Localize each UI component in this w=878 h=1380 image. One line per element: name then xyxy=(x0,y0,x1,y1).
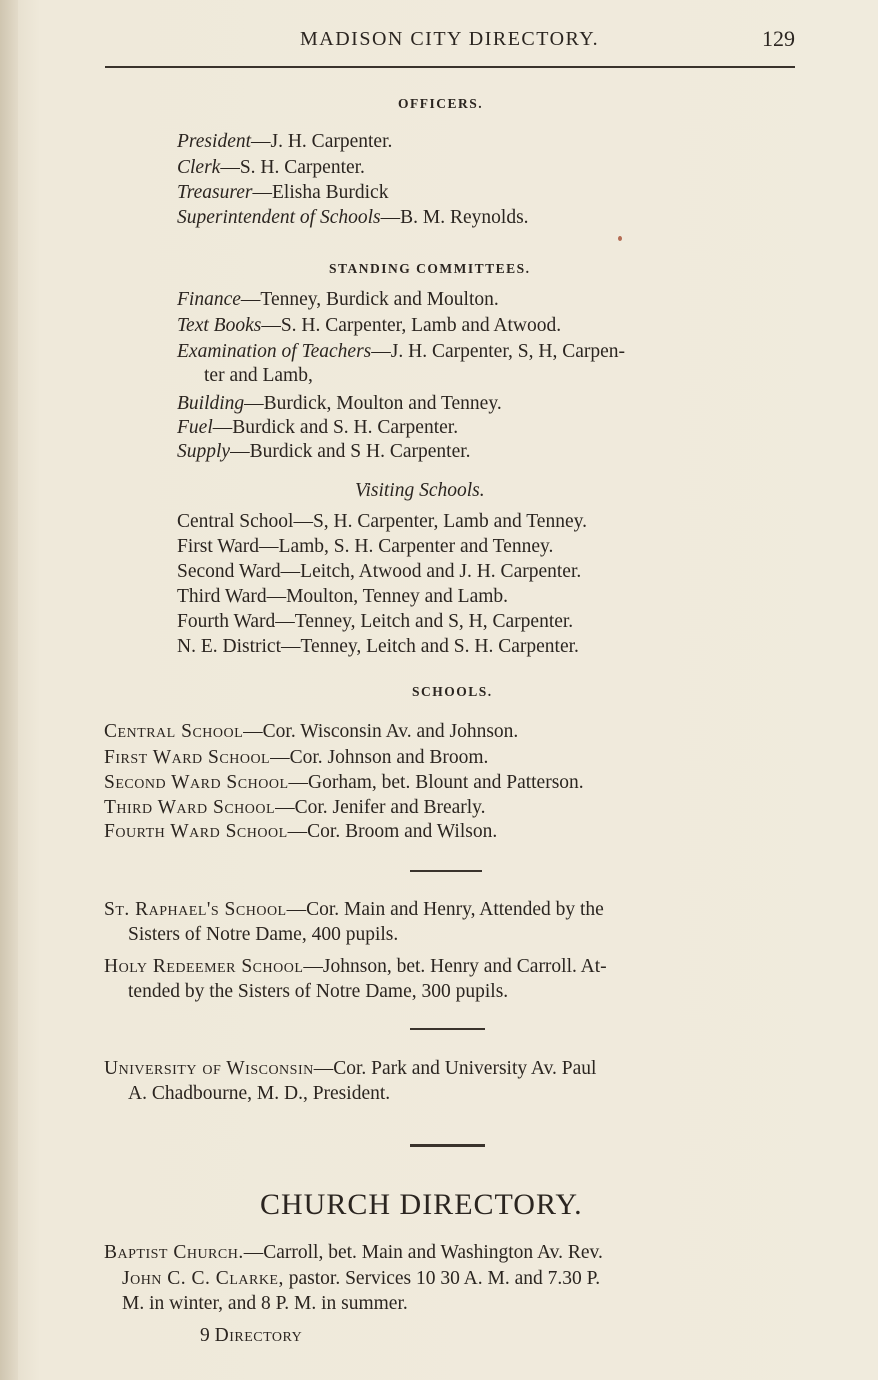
committee-line: Fuel—Burdick and S. H. Carpenter. xyxy=(177,417,459,438)
visiting-line: Second Ward—Leitch, Atwood and J. H. Carpenter. xyxy=(177,561,582,582)
parochial-line: Sisters of Notre Dame, 400 pupils. xyxy=(128,924,399,945)
officer-line: Superintendent of Schools—B. M. Reynolds. xyxy=(177,207,529,228)
visiting-line: Central School—S, H. Carpenter, Lamb and Tenney. xyxy=(177,511,587,532)
running-header xyxy=(105,26,795,56)
visiting-schools-heading: Visiting Schools. xyxy=(355,480,485,501)
school-line: Third Ward School—Cor. Jenifer and Brearly. xyxy=(104,797,486,818)
section-rule xyxy=(410,1144,485,1147)
committee-line: Building—Burdick, Moulton and Tenney. xyxy=(177,393,502,414)
ink-mark xyxy=(618,236,622,241)
parochial-line: Holy Redeemer School—Johnson, bet. Henry and Carroll. At- xyxy=(104,956,607,977)
page-gutter xyxy=(0,0,18,1380)
school-line: Fourth Ward School—Cor. Broom and Wilson. xyxy=(104,821,498,842)
committees-heading: STANDING COMMITTEES. xyxy=(329,261,531,276)
church-line: Baptist Church.—Carroll, bet. Main and Washington Av. Rev. xyxy=(104,1242,603,1263)
church-line: M. in winter, and 8 P. M. in summer. xyxy=(122,1293,408,1314)
parochial-line: tended by the Sisters of Notre Dame, 300 pupils. xyxy=(128,981,509,1002)
committee-line: Supply—Burdick and S H. Carpenter. xyxy=(177,441,471,462)
church-directory-title: CHURCH DIRECTORY. xyxy=(260,1188,583,1221)
church-line: John C. C. Clarke, pastor. Services 10 30 A. M. and 7.30 P. xyxy=(122,1268,601,1289)
school-line: Second Ward School—Gorham, bet. Blount and Patterson. xyxy=(104,772,584,793)
university-line: A. Chadbourne, M. D., President. xyxy=(128,1083,391,1104)
committee-line: ter and Lamb, xyxy=(204,365,313,386)
officer-line: Clerk—S. H. Carpenter. xyxy=(177,157,365,178)
visiting-line: N. E. District—Tenney, Leitch and S. H. Carpenter. xyxy=(177,636,579,657)
header-title: MADISON CITY DIRECTORY. xyxy=(300,28,600,50)
header-rule xyxy=(105,66,795,68)
signature-mark: 9 Directory xyxy=(200,1325,303,1346)
visiting-line: First Ward—Lamb, S. H. Carpenter and Tenney. xyxy=(177,536,554,557)
visiting-line: Fourth Ward—Tenney, Leitch and S, H, Carpenter. xyxy=(177,611,574,632)
committee-line: Finance—Tenney, Burdick and Moulton. xyxy=(177,289,499,310)
committee-line: Text Books—S. H. Carpenter, Lamb and Atwood. xyxy=(177,315,562,336)
school-line: First Ward School—Cor. Johnson and Broom. xyxy=(104,747,489,768)
section-rule xyxy=(410,870,482,872)
committee-line: Examination of Teachers—J. H. Carpenter, S, H, Carpen- xyxy=(177,341,626,362)
visiting-line: Third Ward—Moulton, Tenney and Lamb. xyxy=(177,586,509,607)
officer-line: President—J. H. Carpenter. xyxy=(177,131,393,152)
officer-line: Treasurer—Elisha Burdick xyxy=(177,182,389,203)
schools-heading: SCHOOLS. xyxy=(412,684,493,699)
page-number: 129 xyxy=(762,26,795,51)
school-line: Central School—Cor. Wisconsin Av. and Johnson. xyxy=(104,721,519,742)
section-rule xyxy=(410,1028,485,1030)
university-line: University of Wisconsin—Cor. Park and University Av. Paul xyxy=(104,1058,597,1079)
officers-heading: OFFICERS. xyxy=(398,96,484,111)
parochial-line: St. Raphael's School—Cor. Main and Henry, Attended by the xyxy=(104,899,604,920)
